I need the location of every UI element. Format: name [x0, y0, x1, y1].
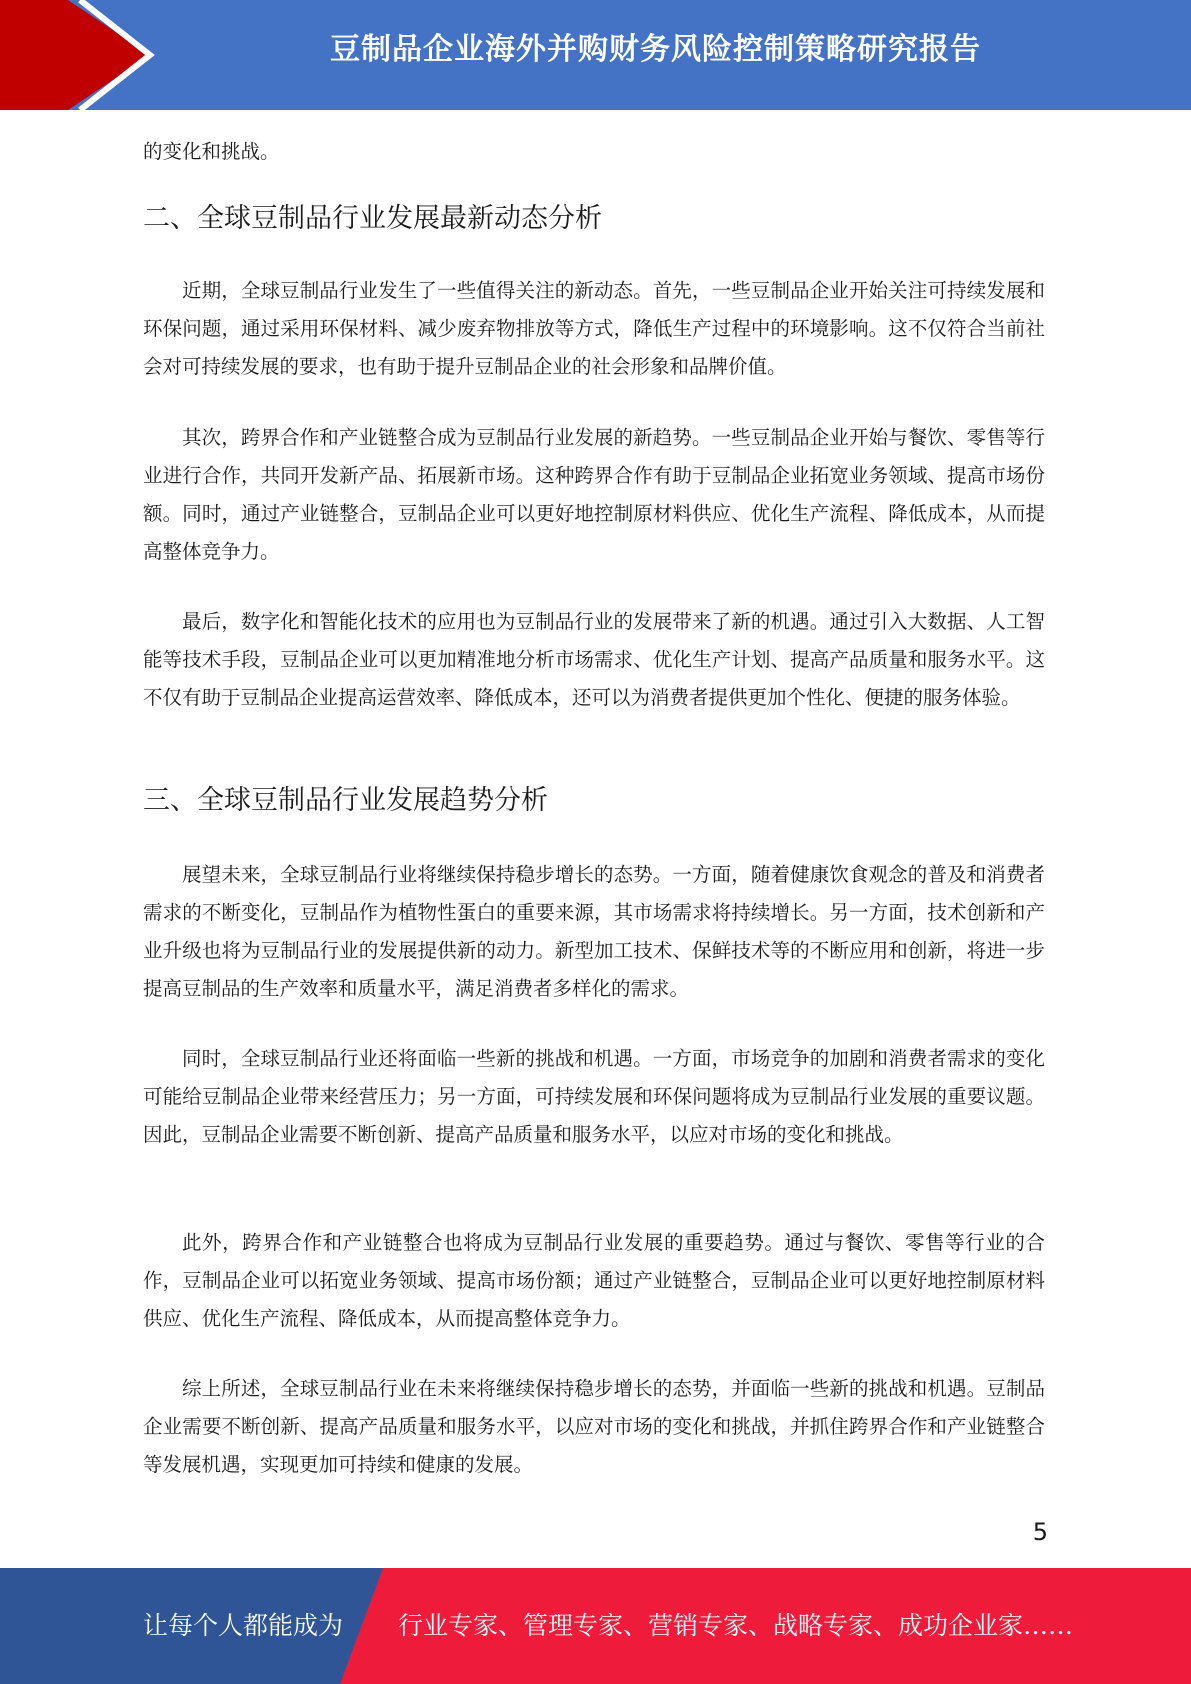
continuation-text: 的变化和挑战。 — [143, 140, 280, 163]
section-heading-3: 三、全球豆制品行业发展趋势分析 — [143, 785, 548, 816]
page-number: 5 — [1032, 1518, 1048, 1546]
footer-slogan-right: 行业专家、管理专家、营销专家、战略专家、成功企业家…… — [398, 1611, 1074, 1640]
paragraph: 其次，跨界合作和产业链整合成为豆制品行业发展的新趋势。一些豆制品企业开始与餐饮、零售等行业进行合作，共同开发新产品、拓展新市场。这种跨界合作有助于豆制品企业拓宽业务领域、提高市场份额。同时，通过产业链整合，豆制品企业可以更好地控制原材料供应、优化生产流程、降低成本，从而提高整体竞争力。 — [143, 426, 1045, 563]
paragraph: 近期，全球豆制品行业发生了一些值得关注的新动态。首先，一些豆制品企业开始关注可持续发展和环保问题，通过采用环保材料、减少废弃物排放等方式，降低生产过程中的环境影响。这不仅符合当前社会对可持续发展的要求，也有助于提升豆制品企业的社会形象和品牌价值。 — [143, 279, 1045, 378]
paragraph: 此外，跨界合作和产业链整合也将成为豆制品行业发展的重要趋势。通过与餐饮、零售等行业的合作，豆制品企业可以拓宽业务领域、提高市场份额；通过产业链整合，豆制品企业可以更好地控制原材料供应、优化生产流程、降低成本，从而提高整体竞争力。 — [143, 1231, 1045, 1330]
paragraph: 展望未来，全球豆制品行业将继续保持稳步增长的态势。一方面，随着健康饮食观念的普及和消费者需求的不断变化，豆制品作为植物性蛋白的重要来源，其市场需求将持续增长。另一方面，技术创新和产业升级也将为豆制品行业的发展提供新的动力。新型加工技术、保鲜技术等的不断应用和创新，将进一步提高豆制品的生产效率和质量水平，满足消费者多样化的需求。 — [143, 863, 1045, 1000]
paragraph: 同时，全球豆制品行业还将面临一些新的挑战和机遇。一方面，市场竞争的加剧和消费者需求的变化可能给豆制品企业带来经营压力；另一方面，可持续发展和环保问题将成为豆制品行业发展的重要议题。因此，豆制品企业需要不断创新、提高产品质量和服务水平，以应对市场的变化和挑战。 — [143, 1047, 1045, 1146]
section-heading-2: 二、全球豆制品行业发展最新动态分析 — [143, 203, 602, 234]
paragraph: 最后，数字化和智能化技术的应用也为豆制品行业的发展带来了新的机遇。通过引入大数据、人工智能等技术手段，豆制品企业可以更加精准地分析市场需求、优化生产计划、提高产品质量和服务水平。这不仅有助于豆制品企业提高运营效率、降低成本，还可以为消费者提供更加个性化、便捷的服务体验。 — [143, 610, 1045, 709]
page-footer — [0, 1568, 1191, 1684]
page-header — [0, 0, 1191, 110]
footer-slogan-left: 让每个人都能成为 — [143, 1611, 344, 1640]
report-title: 豆制品企业海外并购财务风险控制策略研究报告 — [330, 32, 981, 67]
paragraph: 综上所述，全球豆制品行业在未来将继续保持稳步增长的态势，并面临一些新的挑战和机遇。豆制品企业需要不断创新、提高产品质量和服务水平，以应对市场的变化和挑战，并抓住跨界合作和产业链整合等发展机遇，实现更加可持续和健康的发展。 — [143, 1377, 1045, 1476]
